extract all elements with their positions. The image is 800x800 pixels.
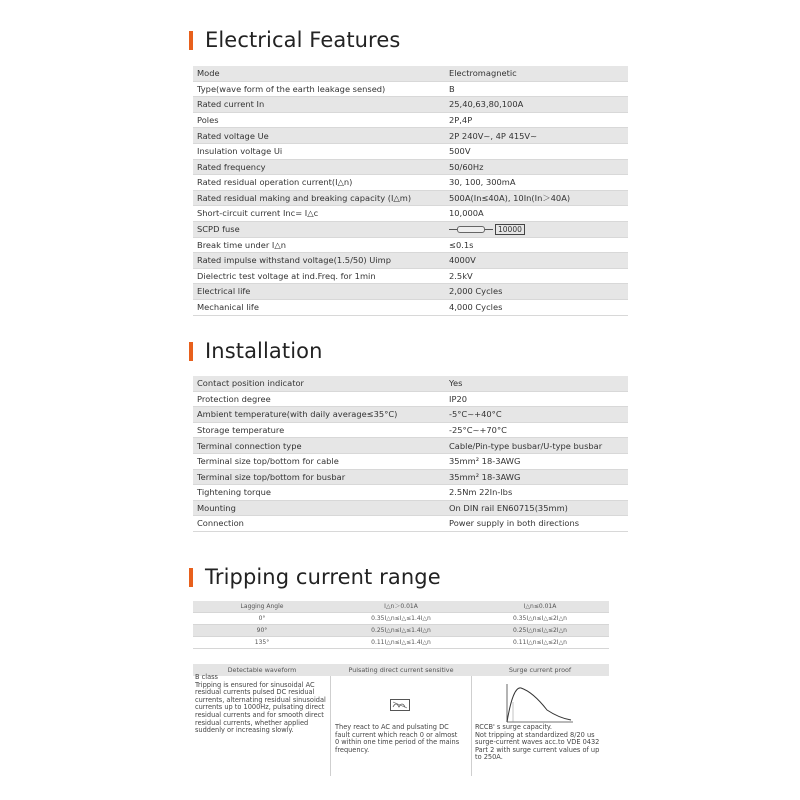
table-row (193, 613, 609, 625)
spec-value: 50/60Hz (445, 159, 628, 175)
table-row (193, 143, 628, 159)
spec-value: 30, 100, 300mA (445, 175, 628, 191)
spec-value: On DIN rail EN60715(35mm) (445, 500, 628, 516)
spec-value: 2P 240V~, 4P 415V~ (445, 128, 628, 144)
header-pulsating-dc: Pulsating direct current sensitive (348, 666, 454, 674)
spec-label: Electrical life (193, 284, 445, 300)
angle-cell: 90° (193, 625, 331, 637)
surge-wave-icon (503, 682, 575, 726)
spec-value: -25°C~+70°C (445, 422, 628, 438)
spec-value (445, 221, 628, 237)
table-row (193, 268, 628, 284)
spec-value: Electromagnetic (445, 66, 628, 81)
spec-value: 2,000 Cycles (445, 284, 628, 300)
fuse-icon (449, 224, 525, 235)
spec-label: Rated residual operation current(I△n) (193, 175, 445, 191)
section-installation-title (189, 339, 323, 363)
spec-value: Power supply in both directions (445, 516, 628, 532)
angle-cell: 0° (193, 613, 331, 625)
electrical-title: Electrical Features (205, 28, 401, 52)
spec-value: 4,000 Cycles (445, 299, 628, 315)
spec-label: Mounting (193, 500, 445, 516)
table-row (193, 97, 628, 113)
spec-value: 2P,4P (445, 112, 628, 128)
electrical-features-table (193, 66, 628, 316)
spec-label: Poles (193, 112, 445, 128)
table-row (193, 422, 628, 438)
angle-cell: 135° (193, 637, 331, 649)
table-row (193, 637, 609, 649)
spec-label: Mechanical life (193, 299, 445, 315)
table-row (193, 625, 609, 637)
spec-label: Rated residual making and breaking capacity (I△m) (193, 190, 445, 206)
spec-value: 500V (445, 143, 628, 159)
spec-label: Rated current In (193, 97, 445, 113)
spec-label: Protection degree (193, 391, 445, 407)
spec-label: Storage temperature (193, 422, 445, 438)
table-row (193, 284, 628, 300)
title-accent-bar (189, 568, 193, 587)
header-above-001: I△n＞0.01A (331, 601, 471, 613)
spec-value: 2.5kV (445, 268, 628, 284)
range-cell: 0.25I△n≤I△≤2I△n (471, 625, 609, 637)
fuse-rating: 10000 (495, 224, 525, 235)
section-tripping-title (189, 565, 441, 589)
title-accent-bar (189, 342, 193, 361)
spec-label: Dielectric test voltage at ind.Freq. for 1min (193, 268, 445, 284)
table-row (193, 221, 628, 237)
table-row (193, 190, 628, 206)
spec-label: Mode (193, 66, 445, 81)
spec-value: Yes (445, 376, 628, 391)
range-cell: 0.11I△n≤I△≤2I△n (471, 637, 609, 649)
surge-proof-text: RCCB' s surge capacity. Not tripping at standardized 8/20 us surge-current waves acc.to VDE 0432 Part 2 with surge current values of up to 250A. (475, 723, 600, 762)
installation-table (193, 376, 628, 532)
spec-value: 2.5Nm 22In-lbs (445, 485, 628, 501)
table-row (193, 81, 628, 97)
spec-label: Terminal size top/bottom for cable (193, 453, 445, 469)
range-cell: 0.35I△n≤I△≤1.4I△n (331, 613, 471, 625)
spec-label: Terminal size top/bottom for busbar (193, 469, 445, 485)
spec-value: B (445, 81, 628, 97)
tripping-table (193, 601, 609, 649)
spec-label: Break time under I△n (193, 237, 445, 253)
table-row (193, 391, 628, 407)
table-row (193, 485, 628, 501)
table-row (193, 175, 628, 191)
spec-value: ≤0.1s (445, 237, 628, 253)
spec-label: Connection (193, 516, 445, 532)
table-row (193, 112, 628, 128)
spec-label: Rated impulse withstand voltage(1.5/50) Uimp (193, 253, 445, 269)
spec-value: 35mm² 18-3AWG (445, 453, 628, 469)
spec-value: 500A(In≤40A), 10In(In＞40A) (445, 190, 628, 206)
ac-pulse-icon (390, 699, 410, 713)
table-row (193, 469, 628, 485)
tripping-title: Tripping current range (205, 565, 441, 589)
spec-value: 25,40,63,80,100A (445, 97, 628, 113)
section-electrical-title (189, 28, 400, 52)
spec-value: IP20 (445, 391, 628, 407)
spec-label: Rated frequency (193, 159, 445, 175)
spec-value: 4000V (445, 253, 628, 269)
spec-value: 10,000A (445, 206, 628, 222)
spec-label: Type(wave form of the earth leakage sensed) (193, 81, 445, 97)
table-row (193, 453, 628, 469)
spec-label: Contact position indicator (193, 376, 445, 391)
table-row (193, 516, 628, 532)
table-row (193, 407, 628, 423)
installation-title: Installation (205, 339, 323, 363)
detectable-waveform-text: B class Tripping is ensured for sinusoidal AC residual currents pulsed DC residual currents, alternating residual sinusoidal currents up to 1000Hz, pulsating direct residual currents and for smooth direct residual currents, whether applied suddenly or increasing slowly. (195, 673, 326, 735)
spec-label: SCPD fuse (193, 221, 445, 237)
spec-value: 35mm² 18-3AWG (445, 469, 628, 485)
table-row (193, 159, 628, 175)
tripping-header-row (193, 601, 609, 613)
title-accent-bar (189, 31, 193, 50)
range-cell: 0.35I△n≤I△≤2I△n (471, 613, 609, 625)
table-row (193, 500, 628, 516)
spec-label: Terminal connection type (193, 438, 445, 454)
header-lagging-angle: Lagging Angle (193, 601, 331, 613)
table-row (193, 438, 628, 454)
header-detectable-waveform: Detectable waveform (227, 666, 297, 674)
table-row (193, 128, 628, 144)
header-below-001: I△n≤0.01A (471, 601, 609, 613)
table-row (193, 237, 628, 253)
table-row (193, 376, 628, 391)
spec-value: -5°C~+40°C (445, 407, 628, 423)
waveform-section (193, 664, 609, 776)
table-row (193, 299, 628, 315)
table-row (193, 66, 628, 81)
spec-label: Short-circuit current Inc= I△c (193, 206, 445, 222)
range-cell: 0.11I△n≤I△≤1.4I△n (331, 637, 471, 649)
table-row (193, 253, 628, 269)
header-surge-proof: Surge current proof (508, 666, 572, 674)
spec-label: Insulation voltage Ui (193, 143, 445, 159)
table-row (193, 206, 628, 222)
spec-value: Cable/Pin-type busbar/U-type busbar (445, 438, 628, 454)
spec-label: Rated voltage Ue (193, 128, 445, 144)
range-cell: 0.25I△n≤I△≤1.4I△n (331, 625, 471, 637)
spec-label: Ambient temperature(with daily average≤35°C) (193, 407, 445, 423)
spec-label: Tightening torque (193, 485, 445, 501)
pulsating-dc-text: They react to AC and pulsating DC fault current which reach 0 or almost 0 within one time period of the mains frequency. (335, 723, 460, 754)
